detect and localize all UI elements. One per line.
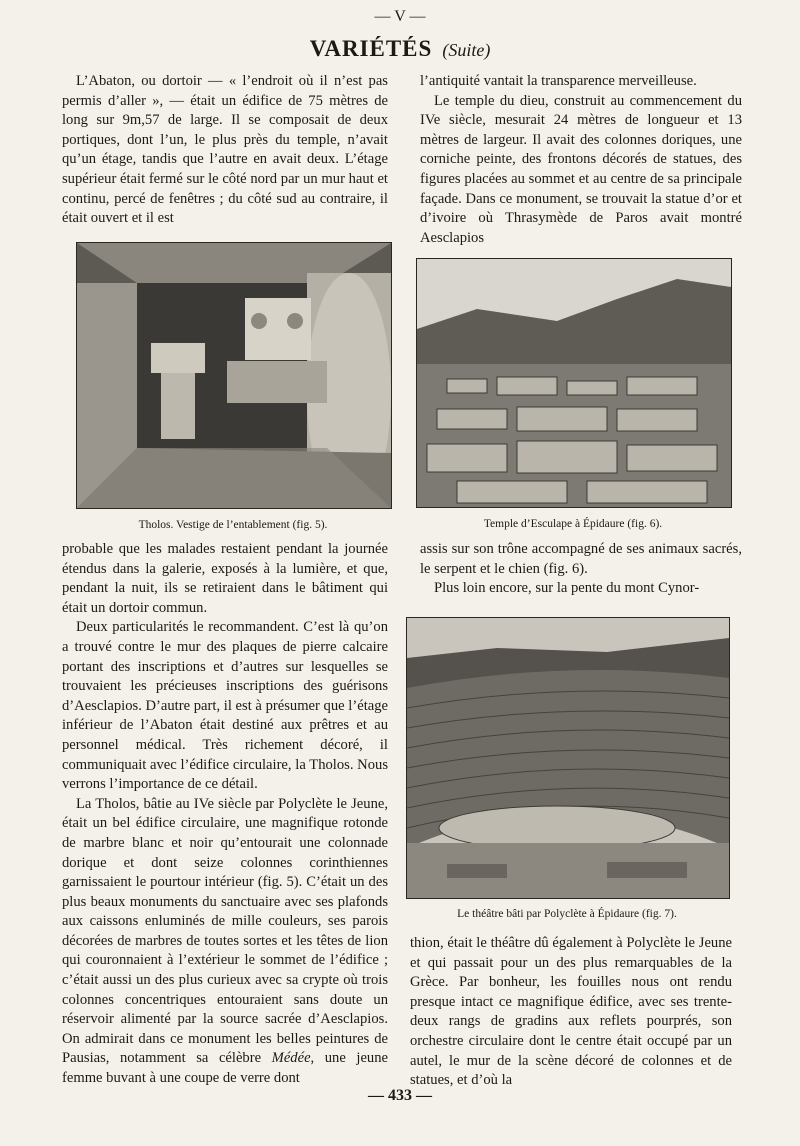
figure-6-photo	[416, 258, 732, 508]
figure-7-photo	[406, 617, 730, 899]
page-number-roman: — V —	[374, 8, 426, 25]
left-paragraph-1: L’Abaton, ou dortoir — « l’endroit où il n’est pas permis d’aller », — était un édifice de 75 mètres de long sur 9m,57 de large. Il se composait de deux portiques, dont l’un, le plus près du temple, n’avait qu’un étage, tandis que l’autre en avait deux. L’étage supérieur était fermé sur le côté nord par un mur haut et continu, percé de fenêtres ; du côté sud au contraire, il était ouvert et il est	[62, 73, 388, 227]
page-footer-number: — 433 —	[368, 1087, 432, 1104]
right-paragraph-4: Plus loin encore, sur la pente du mont Cynor-	[434, 580, 700, 597]
title-main: VARIÉTÉS	[309, 36, 433, 61]
medee-title: Médée	[271, 1050, 311, 1067]
figure-5-photo	[76, 242, 392, 509]
figure-6-caption: Temple d’Esculape à Épidaure (fig. 6).	[483, 518, 663, 530]
page-title	[0, 36, 800, 62]
right-column-top	[420, 72, 742, 248]
figure-5-caption: Tholos. Vestige de l’entablement (fig. 5).	[138, 519, 328, 531]
left-paragraph-4-text-a: La Tholos, bâtie au IVe siècle par Polyclète le Jeune, était un bel édifice circulaire, une magnifique rotonde de marbre blanc et noir qu’entourait une colonnade dorique et dont seize colonnes corinthiennes garnissaient le pourtour intérieur (fig. 5). C’était un des plus beaux monuments du sanctuaire avec ses plafonds aux caissons enluminés de mille couleurs, ses parois décorées de marbres de toutes sortes et les têtes de lion qui couronnaient à l’extérieur le sommet de l’édifice ; c’était aussi un des plus curieux avec sa crypte où trois colonnes concentriques entouraient sans doute un réservoir alimenté par la source sacrée d’Aesclapios. On admirait dans ce monument les belles peintures de Pausias, notamment sa célèbre	[62, 795, 388, 1067]
right-column-bottom	[410, 934, 732, 1091]
left-paragraph-3: Deux particularités le recommandent. C’est là qu’on a trouvé contre le mur des plaques de pierre calcaire portant des inscriptions et d’autres sur lesquelles se trouvaient les précieuses inscriptions des guérisons d’Aesclapios. D’autre part, il est à présumer que l’étage inférieur de l’Abaton était destiné aux prêtres et au personnel médical. Très richement décoré, il communiquait avec l’édifice circulaire, la Tholos. Nous verrons l’importance de ce détail.	[62, 619, 388, 793]
left-column-bottom	[62, 540, 388, 1089]
right-paragraph-2: Le temple du dieu, construit au commencement du IVe siècle, mesurait 24 mètres de longueur et 13 mètres de largeur. Il avait des colonnes doriques, une corniche peinte, des frontons décorés de statues, des figures placées au sommet et au centre de sa principale façade. Dans ce monument, se trouvait la statue d’or et d’ivoire où Thrasymède de Paros avait montré Aesclapios	[420, 92, 742, 246]
left-paragraph-2: probable que les malades restaient pendant la journée étendus dans la galerie, exposés à la lumière, et que, pendant la nuit, ils se retiraient dans le bâtiment qui était un dortoir commun.	[62, 541, 388, 616]
left-paragraph-4-text-b: , une jeune femme buvant à une coupe de verre dont	[62, 1050, 389, 1087]
title-suite: (Suite)	[442, 40, 491, 60]
figure-7-caption: Le théâtre bâti par Polyclète à Épidaure (fig. 7).	[457, 908, 677, 920]
right-column-middle	[420, 540, 742, 599]
right-paragraph-1: l’antiquité vantait la transparence merveilleuse.	[420, 73, 697, 89]
right-paragraph-3: assis sur son trône accompagné de ses animaux sacrés, le serpent et le chien (fig. 6).	[420, 541, 742, 577]
left-column-top	[62, 72, 388, 229]
right-paragraph-5: thion, était le théâtre dû également à Polyclète le Jeune et qui passait pour un des plus remarquables de la Grèce. Par bonheur, les fouilles nous ont rendu presque intact ce magnifique édifice, avec ses trente-deux rangs de gradins aux reflets pourprés, son orchestre circulaire dont le centre était occupé par un autel, le mur de la scène décoré de colonnes et de statues, et d’où la	[410, 935, 732, 1089]
left-paragraph-4	[62, 795, 388, 1089]
